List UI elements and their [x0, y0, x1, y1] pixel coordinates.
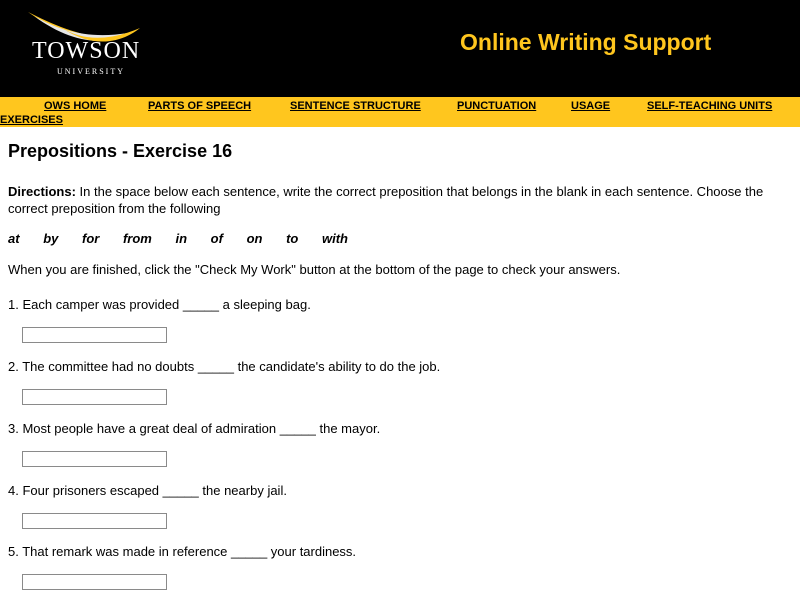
nav-ows-home[interactable]: OWS HOME	[44, 100, 107, 112]
preposition-word: from	[122, 231, 152, 246]
logo-wordmark: TOWSON	[32, 38, 141, 64]
logo-subtitle: UNIVERSITY	[57, 67, 125, 76]
question-2: 2. The committee had no doubts _____ the candidate's ability to do the job.	[8, 359, 441, 374]
preposition-word: to	[286, 231, 299, 246]
preposition-word: with	[321, 231, 348, 246]
directions	[8, 183, 798, 217]
nav-punctuation[interactable]: PUNCTUATION	[457, 100, 537, 112]
question-1: 1. Each camper was provided _____ a sleeping bag.	[8, 297, 311, 312]
preposition-word: of	[210, 231, 223, 246]
question-3: 3. Most people have a great deal of admiration _____ the mayor.	[8, 421, 381, 436]
nav-self-teaching-units[interactable]: SELF-TEACHING UNITS	[647, 100, 773, 112]
site-title: Online Writing Support	[460, 29, 712, 55]
answer-input-3[interactable]	[22, 451, 167, 467]
site-header	[0, 0, 800, 97]
preposition-word: at	[8, 231, 20, 246]
preposition-word: in	[175, 231, 188, 246]
question-5: 5. That remark was made in reference _____ your tardiness.	[8, 544, 357, 559]
directions-label: Directions:	[8, 184, 76, 199]
directions-text: In the space below each sentence, write the correct preposition that belongs in the blank in each sentence. Choose the correct preposition from the following	[8, 184, 764, 216]
main-nav	[0, 97, 800, 127]
nav-usage[interactable]: USAGE	[571, 100, 611, 112]
answer-input-4[interactable]	[22, 513, 167, 529]
preposition-word: by	[43, 231, 59, 246]
answer-input-2[interactable]	[22, 389, 167, 405]
nav-exercises[interactable]: EXERCISES	[0, 114, 63, 126]
preposition-word: on	[246, 231, 263, 246]
nav-sentence-structure[interactable]: SENTENCE STRUCTURE	[290, 100, 421, 112]
question-4: 4. Four prisoners escaped _____ the nearby jail.	[8, 483, 287, 498]
instructions: When you are finished, click the "Check My Work" button at the bottom of the page to check your answers.	[8, 262, 621, 277]
answer-input-1[interactable]	[22, 327, 167, 343]
page-title: Prepositions - Exercise 16	[8, 141, 233, 161]
preposition-word: for	[81, 231, 100, 246]
nav-parts-of-speech[interactable]: PARTS OF SPEECH	[148, 100, 252, 112]
preposition-list	[8, 231, 368, 246]
